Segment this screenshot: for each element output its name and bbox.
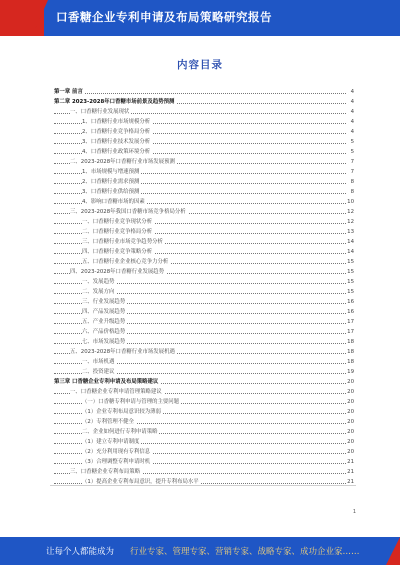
toc-entry[interactable] — [54, 377, 354, 387]
toc-entry-page: 15 — [347, 269, 354, 275]
toc-entry-label: 2、口香糖行业需求预测 — [82, 179, 140, 185]
toc-entry[interactable] — [54, 307, 354, 317]
toc-entry-label: 五、2023-2028年口香糖行业市场发展机遇 — [70, 349, 175, 355]
toc-entry-label: 一、口香糖行业竞争现状分析 — [82, 219, 153, 225]
toc-entry-page: 20 — [347, 399, 354, 405]
toc-entry-page: 13 — [347, 229, 354, 235]
toc-entry-label: 三、2023-2028年我国口香糖市场竞争格局分析 — [70, 209, 186, 215]
toc-entry[interactable] — [54, 427, 354, 437]
toc-entry-page: 20 — [347, 409, 354, 415]
header-red-accent — [32, 0, 48, 36]
toc-entry[interactable] — [54, 267, 354, 277]
toc-entry-page: 19 — [347, 369, 354, 375]
toc-entry-label: 2、口香糖行业竞争格局分析 — [82, 129, 151, 135]
toc-entry-page: 7 — [350, 159, 354, 165]
toc-entry-page: 14 — [347, 239, 354, 245]
footer-slogan-left: 让每个人都能成为 — [46, 547, 115, 557]
toc-entry-label: （2）充分利用现有专利信息 — [82, 449, 151, 455]
toc-entry-label: 一、口香糖行业发展现状 — [70, 109, 130, 115]
toc-entry-page: 8 — [350, 189, 354, 195]
toc-entry-page: 4 — [350, 129, 354, 135]
toc-bottom-divider — [50, 485, 356, 486]
toc-entry-label: （1）建立专利申请制度 — [82, 439, 140, 445]
toc-entry-label: 四、产品发展趋势 — [82, 309, 126, 315]
toc-entry[interactable] — [54, 347, 354, 357]
footer-slogan-right: 行业专家、管理专家、营销专家、战略专家、成功企业家…… — [130, 547, 360, 557]
toc-entry-label: 三、口香糖行业市场竞争趋势分析 — [82, 239, 163, 245]
toc-entry-label: 五、产业升级趋势 — [82, 319, 126, 325]
toc-entry-label: 六、产品价格趋势 — [82, 329, 126, 335]
toc-entry[interactable] — [54, 187, 354, 197]
toc-entry[interactable] — [54, 127, 354, 137]
toc-entry[interactable] — [54, 397, 354, 407]
toc-entry-label: 四、2023-2028年口香糖行业发展趋势 — [70, 269, 165, 275]
toc-heading: 内容目录 — [177, 59, 223, 71]
toc-entry-page: 18 — [347, 359, 354, 365]
toc-entry-page: 20 — [347, 439, 354, 445]
toc-entry[interactable] — [54, 247, 354, 257]
toc-entry-label: 一、口香糖企业专利申请管理策略建议 — [70, 389, 162, 395]
toc-entry-label: 七、市场发展趋势 — [82, 339, 126, 345]
toc-entry-label: 1、口香糖行业市场规模分析 — [82, 119, 151, 125]
toc-entry[interactable] — [54, 117, 354, 127]
header-banner — [0, 0, 400, 36]
footer-banner — [0, 537, 400, 565]
toc-entry-page: 21 — [347, 459, 354, 465]
toc-entry-label: 4、影响口香糖市场的因素 — [82, 199, 145, 205]
toc-entry[interactable] — [54, 437, 354, 447]
toc-entry[interactable] — [54, 297, 354, 307]
toc-entry[interactable] — [54, 147, 354, 157]
toc-entry-page: 4 — [350, 109, 354, 115]
page-number: 1 — [352, 509, 356, 515]
toc-entry[interactable] — [54, 337, 354, 347]
toc-entry[interactable] — [54, 457, 354, 467]
toc-entry[interactable] — [54, 87, 354, 97]
toc-entry-label: 1、市场规模与增速预测 — [82, 169, 140, 175]
toc-entry-label: （一）口香糖专利申请与管理的主要问题 — [82, 399, 180, 405]
toc-entry[interactable] — [54, 277, 354, 287]
toc-entry-label: 第三章 口香糖企业专利申请及布局策略建议 — [54, 379, 159, 385]
toc-entry-page: 20 — [347, 419, 354, 425]
toc-entry-page: 10 — [347, 199, 354, 205]
toc-entry-page: 15 — [347, 259, 354, 265]
toc-entry-label: 四、口香糖行业竞争策略分析 — [82, 249, 153, 255]
toc-entry-page: 20 — [347, 389, 354, 395]
toc-entry-label: 3、口香糖行业技术发展分析 — [82, 139, 151, 145]
toc-entry[interactable] — [54, 257, 354, 267]
toc-entry[interactable] — [54, 317, 354, 327]
toc-entry[interactable] — [54, 287, 354, 297]
toc-entry-page: 5 — [350, 139, 354, 145]
toc-entry-label: 五、口香糖行业企业核心竞争力分析 — [82, 259, 169, 265]
toc-entry[interactable] — [54, 367, 354, 377]
footer-red-accent — [386, 537, 400, 565]
toc-entry-page: 4 — [350, 89, 354, 95]
toc-entry[interactable] — [54, 207, 354, 217]
toc-entry[interactable] — [54, 137, 354, 147]
toc-entry-label: （3）合理调整专利申请时机 — [82, 459, 151, 465]
toc-entry[interactable] — [54, 237, 354, 247]
toc-entry-page: 18 — [347, 349, 354, 355]
toc-entry-page: 17 — [347, 319, 354, 325]
toc-entry-label: 4、口香糖行业政策环境分析 — [82, 149, 151, 155]
toc-entry[interactable] — [54, 157, 354, 167]
toc-entry[interactable] — [54, 167, 354, 177]
toc-entry-label: 二、投资建议 — [82, 369, 115, 375]
toc-entry-label: 第一章 前言 — [54, 89, 83, 95]
toc-entry-label: 三、行业发展趋势 — [82, 299, 126, 305]
toc-entry-page: 16 — [347, 309, 354, 315]
toc-entry-label: 一、市场机遇 — [82, 359, 115, 365]
toc-entry-page: 15 — [347, 279, 354, 285]
toc-entry-page: 12 — [347, 219, 354, 225]
toc-entry-page: 8 — [350, 179, 354, 185]
toc-entry[interactable] — [54, 107, 354, 117]
toc-entry[interactable] — [54, 97, 354, 107]
toc-entry-page: 17 — [347, 329, 354, 335]
toc-entry[interactable] — [54, 177, 354, 187]
toc-entry[interactable] — [54, 327, 354, 337]
toc-entry-label: 3、口香糖行业供给预测 — [82, 189, 140, 195]
toc-entry-page: 20 — [347, 379, 354, 385]
toc-entry[interactable] — [54, 467, 354, 477]
toc-entry-label: 二、企业如何进行专利申请策略 — [82, 429, 158, 435]
toc-entry-label: 二、口香糖行业竞争格局分析 — [82, 229, 153, 235]
toc-entry-label: （1）企业专利布局意识较为薄弱 — [82, 409, 161, 415]
toc-entry-page: 16 — [347, 299, 354, 305]
toc-entry-page: 4 — [350, 99, 354, 105]
toc-entry[interactable] — [54, 447, 354, 457]
toc-leader-dots — [54, 93, 346, 94]
toc-entry-page: 21 — [347, 469, 354, 475]
toc-entry-label: （2）专利管理不健全 — [82, 419, 134, 425]
toc-entry[interactable] — [54, 407, 354, 417]
toc-entry-label: 第二章 2023-2028年口香糖市场前景及趋势预测 — [54, 99, 175, 105]
toc-entry[interactable] — [54, 217, 354, 227]
toc-entry-page: 5 — [350, 149, 354, 155]
toc-entry[interactable] — [54, 387, 354, 397]
toc-entry-label: 二、2023-2028年口香糖行业市场发展预测 — [70, 159, 175, 165]
toc-entry[interactable] — [54, 417, 354, 427]
toc-entry-label: 一、发展趋势 — [82, 279, 115, 285]
toc-entry-label: （1）提高企业专利布局意识，提升专利布局水平 — [82, 479, 199, 485]
toc-entry-label: 三、口香糖企业专利布局策略 — [70, 469, 141, 475]
toc-entry-page: 7 — [350, 169, 354, 175]
toc-entry-page: 4 — [350, 119, 354, 125]
toc-entry-label: 二、发展方向 — [82, 289, 115, 295]
toc-entry-page: 20 — [347, 429, 354, 435]
table-of-contents — [54, 87, 354, 487]
toc-entry-page: 14 — [347, 249, 354, 255]
toc-entry-page: 15 — [347, 289, 354, 295]
toc-entry[interactable] — [54, 357, 354, 367]
toc-entry-page: 20 — [347, 449, 354, 455]
toc-entry[interactable] — [54, 197, 354, 207]
toc-entry[interactable] — [54, 227, 354, 237]
toc-entry-page: 12 — [347, 209, 354, 215]
document-title: 口香糖企业专利申请及布局策略研究报告 — [56, 10, 272, 24]
toc-entry-page: 21 — [347, 479, 354, 485]
toc-entry-page: 18 — [347, 339, 354, 345]
